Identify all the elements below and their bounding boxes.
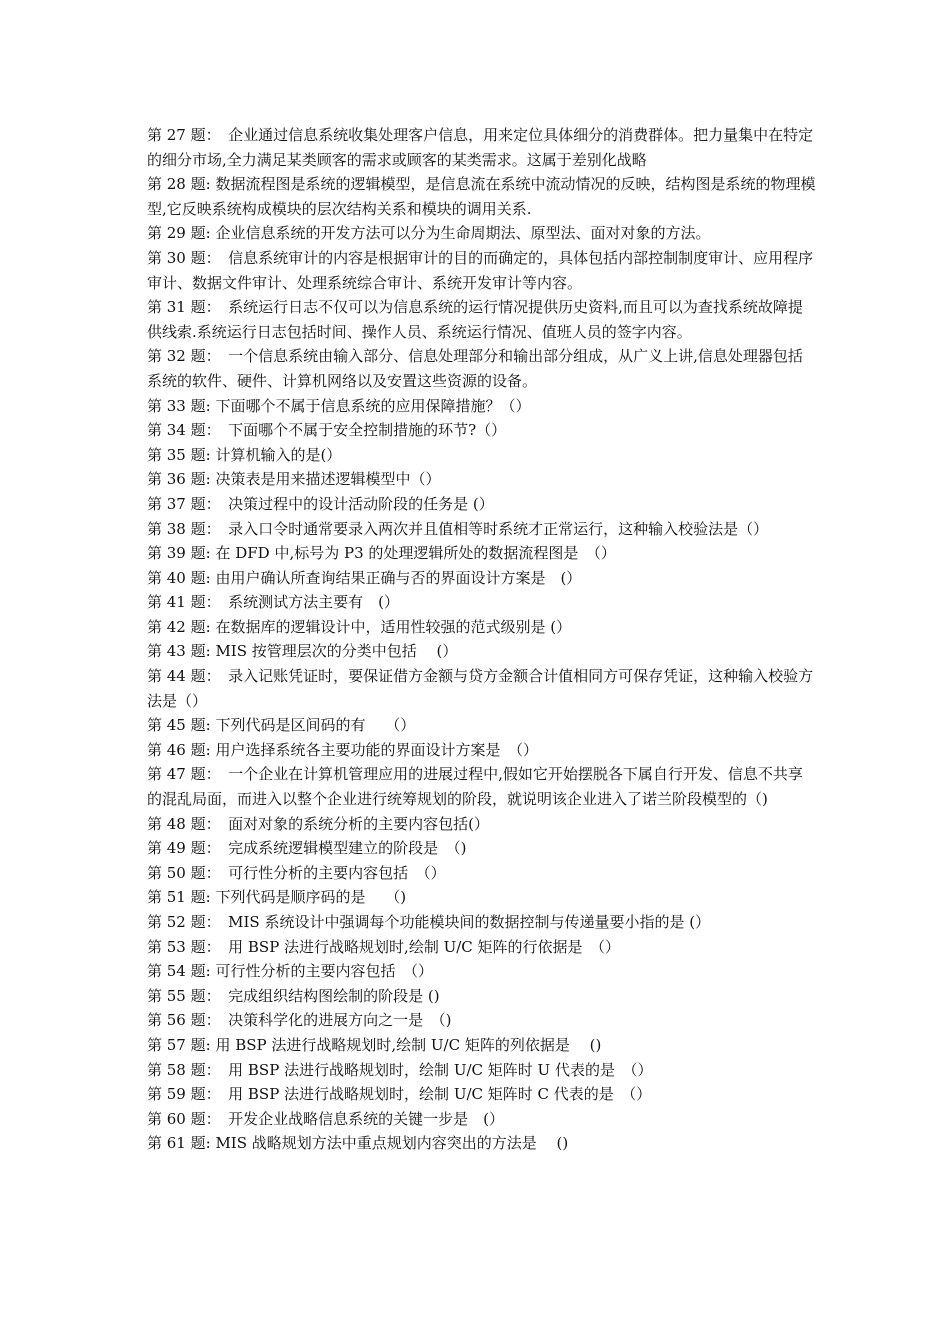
question-49: 第 49 题： 完成系统逻辑模型建立的阶段是 （) — [147, 839, 467, 858]
question-40: 第 40 题: 由用户确认所查询结果正确与否的界面设计方案是 (） — [147, 568, 582, 587]
question-60: 第 60 题： 开发企业战略信息系统的关键一步是 (） — [147, 1109, 504, 1128]
question-53: 第 53 题： 用 BSP 法进行战略规划时,绘制 U/C 矩阵的行依据是 （） — [147, 937, 621, 956]
question-47: 第 47 题： 一个企业在计算机管理应用的进展过程中,假如它开始摆脱各下属自行开发、信息不共享的混乱局面，而进入以整个企业进行统筹规划的阶段，就说明该企业进入了诺兰阶段模型的（) — [147, 765, 803, 809]
question-57: 第 57 题: 用 BSP 法进行战略规划时,绘制 U/C 矩阵的列依据是 () — [147, 1035, 602, 1054]
question-37: 第 37 题： 决策过程中的设计活动阶段的任务是 (） — [147, 494, 494, 513]
question-29: 第 29 题: 企业信息系统的开发方法可以分为生命周期法、原型法、面对对象的方法。 — [147, 224, 711, 243]
question-list — [147, 123, 817, 1156]
question-36: 第 36 题: 决策表是用来描述逻辑模型中（） — [147, 470, 441, 489]
question-28: 第 28 题: 数据流程图是系统的逻辑模型，是信息流在系统中流动情况的反映，结构图是系统的物理模型,它反映系统构成模块的层次结构关系和模块的调用关系. — [147, 175, 816, 218]
question-27: 第 27 题： 企业通过信息系统收集处理客户信息，用来定位具体细分的消费群体。把力量集中在特定的细分市场,全力满足某类顾客的需求或顾客的某类需求。这属于差别化战略 — [147, 126, 814, 169]
question-31: 第 31 题： 系统运行日志不仅可以为信息系统的运行情况提供历史资料,而且可以为查找系统故障提供线索.系统运行日志包括时间、操作人员、系统运行情况、值班人员的签字内容。 — [147, 298, 803, 341]
question-45: 第 45 题: 下列代码是区间码的有 （） — [147, 716, 416, 735]
question-43: 第 43 题: MIS 按管理层次的分类中包括 (） — [147, 642, 458, 661]
question-55: 第 55 题： 完成组织结构图绘制的阶段是 () — [147, 986, 440, 1005]
question-46: 第 46 题: 用户选择系统各主要功能的界面设计方案是 （） — [147, 740, 538, 759]
question-51: 第 51 题: 下列代码是顺序码的是 （) — [147, 888, 407, 907]
question-32: 第 32 题： 一个信息系统由输入部分、信息处理部分和输出部分组成，从广义上讲,信息处理器包括系统的软件、硬件、计算机网络以及安置这些资源的设备。 — [147, 347, 803, 390]
question-38: 第 38 题： 录入口令时通常要录入两次并且值相等时系统才正常运行，这种输入校验法是（） — [147, 519, 769, 538]
question-39: 第 39 题: 在 DFD 中,标号为 P3 的处理逻辑所处的数据流程图是 （） — [147, 544, 616, 563]
question-52: 第 52 题： MIS 系统设计中强调每个功能模块间的数据控制与传递量要小指的是 (） — [147, 913, 711, 931]
question-30: 第 30 题： 信息系统审计的内容是根据审计的目的而确定的，具体包括内部控制制度审计、应用程序审计、数据文件审计、处理系统综合审计、系统开发审计等内容。 — [147, 248, 814, 292]
question-59: 第 59 题： 用 BSP 法进行战略规划时，绘制 U/C 矩阵时 C 代表的是 （） — [147, 1085, 652, 1104]
question-58: 第 58 题： 用 BSP 法进行战略规划时，绘制 U/C 矩阵时 U 代表的是 （） — [147, 1060, 653, 1079]
question-34: 第 34 题： 下面哪个不属于安全控制措施的环节?（） — [147, 421, 507, 440]
question-50: 第 50 题： 可行性分析的主要内容包括 （） — [147, 863, 446, 882]
question-44: 第 44 题： 录入记账凭证时，要保证借方金额与贷方金额合计值相同方可保存凭证，这种输入校验方法是（） — [147, 667, 814, 710]
question-41: 第 41 题： 系统测试方法主要有 (） — [147, 593, 399, 612]
question-56: 第 56 题： 决策科学化的进展方向之一是 （) — [147, 1011, 452, 1030]
question-35: 第 35 题: 计算机输入的是(） — [147, 445, 342, 464]
question-61: 第 61 题: MIS 战略规划方法中重点规划内容突出的方法是 () — [147, 1134, 569, 1153]
question-33: 第 33 题: 下面哪个不属于信息系统的应用保障措施？（） — [147, 396, 531, 415]
question-42: 第 42 题: 在数据库的逻辑设计中，适用性较强的范式级别是 (） — [147, 617, 572, 636]
question-54: 第 54 题: 可行性分析的主要内容包括 （） — [147, 962, 433, 981]
question-48: 第 48 题： 面对对象的系统分析的主要内容包括(） — [147, 814, 489, 833]
